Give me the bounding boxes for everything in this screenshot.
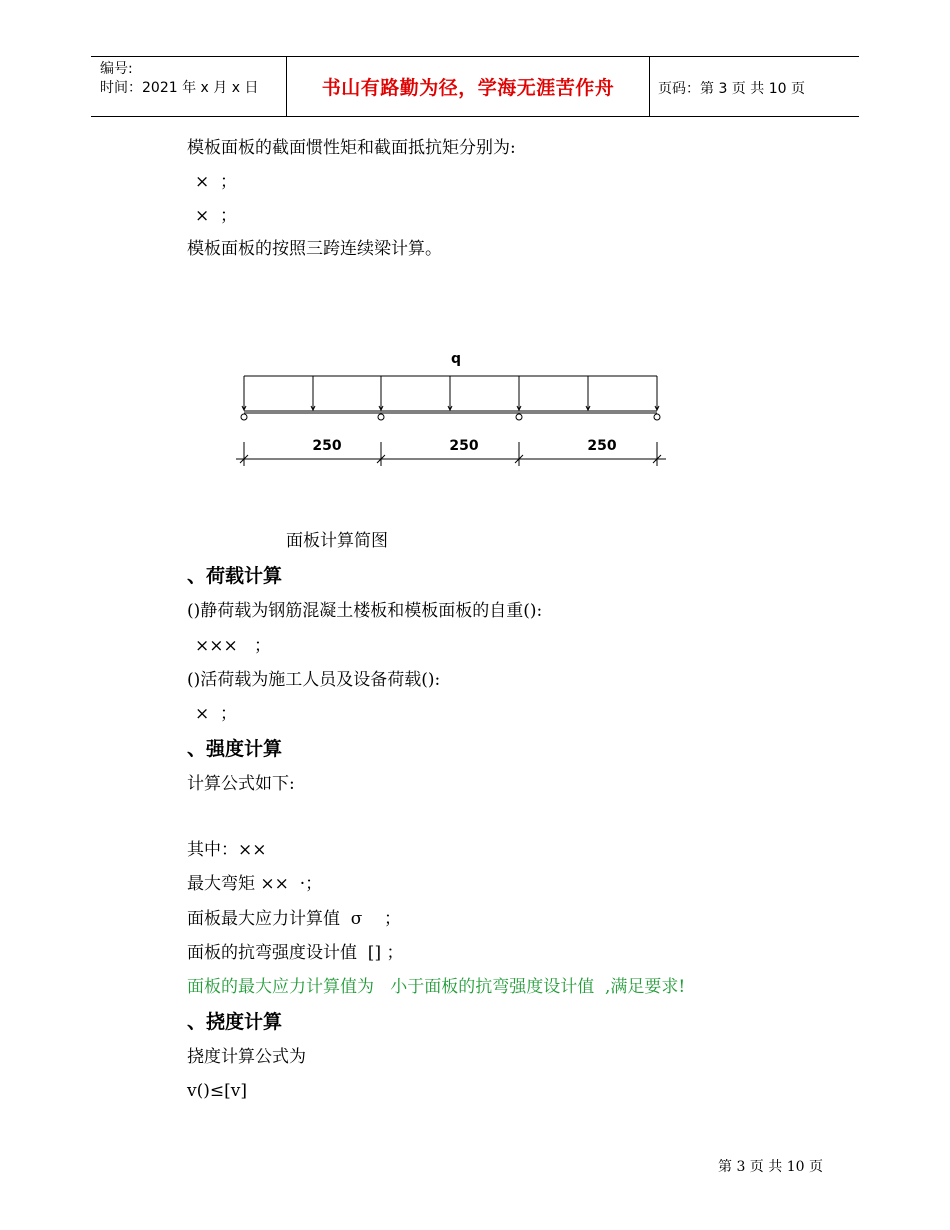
- paragraph-deflection-formula: 挠度计算公式为: [187, 1047, 306, 1067]
- span-label: 250: [312, 438, 342, 454]
- paragraph-max-stress: 面板最大应力计算值 σ ；: [187, 909, 402, 929]
- paragraph-where: 其中：××: [187, 840, 267, 860]
- diagram-caption: 面板计算简图: [286, 531, 388, 551]
- heading-load: 、荷载计算: [187, 565, 283, 587]
- header-info: [100, 60, 258, 98]
- heading-strength: 、强度计算: [187, 738, 283, 760]
- paragraph-design-strength: 面板的抗弯强度设计值 [] ；: [187, 943, 404, 963]
- paragraph-live-load: ()活荷载为施工人员及设备荷载():: [187, 670, 441, 690]
- load-label: q: [450, 351, 462, 367]
- span-label: 250: [449, 438, 479, 454]
- paragraph-max-moment: 最大弯矩 ×× ·；: [187, 874, 323, 894]
- formula-inertia: × ；: [195, 172, 238, 192]
- header-motto: 书山有路勤为径，学海无涯苦作舟: [286, 57, 650, 116]
- beam: [244, 411, 657, 413]
- deflection-inequality: v()≤[v]: [187, 1081, 247, 1101]
- span-label: 250: [587, 438, 617, 454]
- serial-label: 编号:: [100, 61, 133, 77]
- formula-modulus: × ；: [195, 206, 238, 226]
- page-header: [91, 56, 859, 117]
- page-footer: 第 3 页 共 10 页: [718, 1159, 823, 1175]
- load-arrows: [242, 376, 659, 410]
- formula-live-load: × ；: [195, 704, 238, 724]
- paragraph-three-span: 模板面板的按照三跨连续梁计算。: [187, 239, 442, 259]
- paragraph-conclusion: 面板的最大应力计算值为 小于面板的抗弯强度设计值 ,满足要求!: [187, 977, 686, 997]
- formula-dead-load: ××× ；: [195, 636, 271, 656]
- paragraph-formula-intro: 计算公式如下:: [187, 774, 295, 794]
- paragraph-section-modulus: 模板面板的截面惯性矩和截面抵抗矩分别为:: [187, 138, 516, 158]
- heading-deflection: 、挠度计算: [187, 1011, 283, 1033]
- time-label: 时间：2021 年 x 月 x 日: [100, 80, 259, 96]
- supports: [241, 414, 660, 420]
- paragraph-dead-load: ()静荷载为钢筋混凝土楼板和模板面板的自重():: [187, 601, 543, 621]
- header-page-number: 页码：第 3 页 共 10 页: [658, 81, 805, 97]
- beam-diagram: [230, 340, 680, 480]
